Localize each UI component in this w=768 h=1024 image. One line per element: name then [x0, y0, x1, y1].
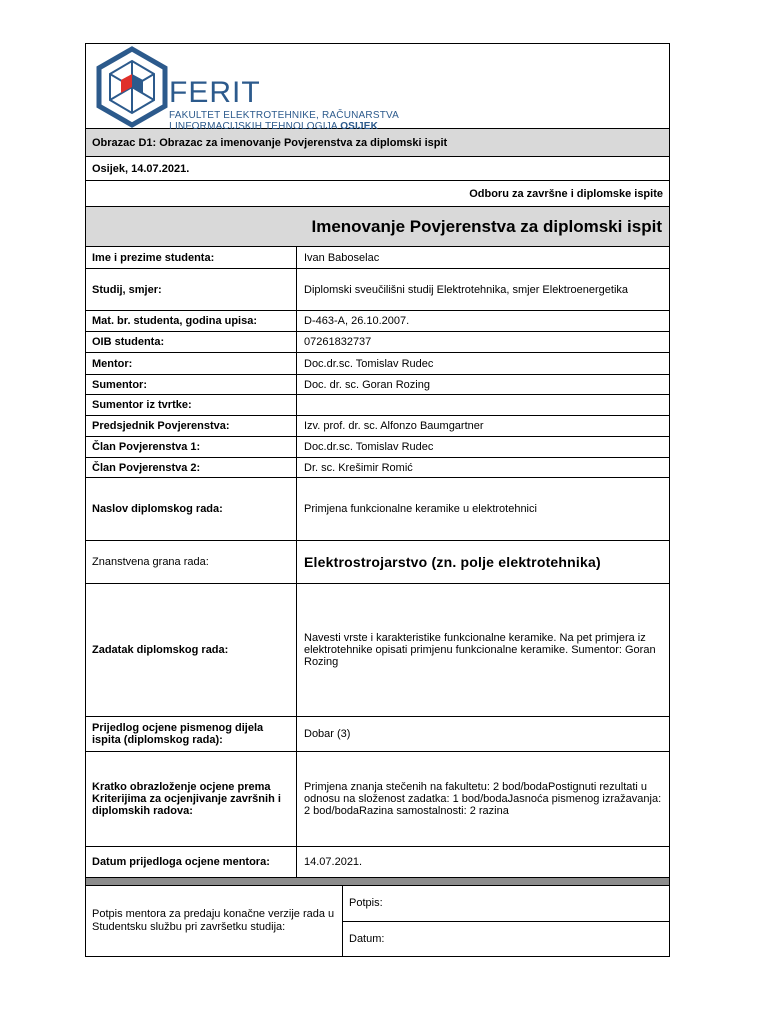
table-row [86, 375, 669, 395]
table-row [86, 353, 669, 375]
row-label: Zadatak diplomskog rada: [86, 584, 297, 716]
faculty-name [169, 110, 399, 132]
table-row [86, 847, 669, 878]
row-value: Izv. prof. dr. sc. Alfonzo Baumgartner [304, 420, 484, 432]
row-label: Mentor: [86, 353, 297, 374]
signature-section [86, 886, 669, 956]
table-row [86, 752, 669, 847]
header-logo-area [86, 44, 669, 132]
row-label: OIB studenta: [86, 332, 297, 352]
row-label: Znanstvena grana rada: [86, 541, 297, 583]
imenovanje-form [85, 43, 670, 957]
row-label: Studij, smjer: [86, 269, 297, 310]
row-label: Član Povjerenstva 2: [86, 458, 297, 477]
row-value: Doc.dr.sc. Tomislav Rudec [304, 441, 434, 453]
faculty-city: OSIJEK [340, 121, 379, 132]
date-field[interactable]: Datum: [349, 932, 385, 945]
faculty-line-1: FAKULTET ELEKTROTEHNIKE, RAČUNARSTVA [169, 110, 400, 121]
ferit-logo-icon [92, 46, 172, 128]
row-value: 14.07.2021. [304, 856, 363, 868]
row-label: Član Povjerenstva 1: [86, 437, 297, 457]
table-row [86, 247, 669, 269]
row-value: Doc. dr. sc. Goran Rozing [304, 378, 430, 391]
row-value: Primjena znanja stečenih na fakultetu: 2 bod/bodaPostignuti rezultati u odnosu na složenost zadatka: 1 bod/bodaJasnoća pismenog izražavanja: 2 bod/bodaRazina samostalnosti: 2 razina [304, 781, 662, 817]
row-label: Kratko obrazloženje ocjene prema Kriterijima za ocjenjivanje završnih i diplomskih radova: [86, 752, 297, 846]
table-row [86, 584, 669, 717]
page-title: Imenovanje Povjerenstva za diplomski ispit [86, 207, 669, 247]
row-value [297, 395, 669, 415]
row-label: Mat. br. studenta, godina upisa: [86, 311, 297, 331]
row-value: Dr. sc. Krešimir Romić [304, 461, 413, 474]
faculty-line-2-text: I INFORMACIJSKIH TEHNOLOGIJA [169, 121, 338, 132]
row-value: 07261832737 [304, 336, 372, 348]
row-label: Prijedlog ocjene pismenog dijela ispita (diplomskog rada): [86, 717, 297, 751]
row-value: Navesti vrste i karakteristike funkcionalne keramike. Na pet primjera iz elektrotehnike opisati primjenu funkcionalne keramike. Sumentor: Goran Rozing [304, 632, 656, 668]
table-row [86, 541, 669, 584]
row-value: Elektrostrojarstvo (zn. polje elektrotehnika) [304, 554, 601, 570]
signature-label: Potpis mentora za predaju konačne verzije rada u Studentsku službu pri završetku studija: [86, 886, 343, 956]
row-value: Dobar (3) [304, 728, 351, 740]
row-value: Doc.dr.sc. Tomislav Rudec [304, 357, 434, 370]
signature-field[interactable]: Potpis: [343, 886, 669, 922]
row-value: Primjena funkcionalne keramike u elektrotehnici [304, 503, 537, 515]
faculty-line-2 [169, 121, 399, 132]
section-divider [86, 878, 669, 886]
row-label: Ime i prezime studenta: [86, 247, 297, 268]
row-value: D-463-A, 26.10.2007. [304, 315, 410, 327]
row-label: Sumentor iz tvrtke: [86, 395, 297, 415]
row-value: Diplomski sveučilišni studij Elektrotehnika, smjer Elektroenergetika [304, 283, 629, 296]
place-date: Osijek, 14.07.2021. [86, 157, 669, 181]
row-value: Ivan Baboselac [304, 251, 380, 264]
table-row [86, 437, 669, 458]
row-label: Datum prijedloga ocjene mentora: [86, 847, 297, 877]
table-row [86, 269, 669, 311]
table-row [86, 332, 669, 353]
signature-fields [343, 886, 669, 956]
row-label: Naslov diplomskog rada: [86, 478, 297, 540]
row-label: Sumentor: [86, 375, 297, 394]
form-code: Obrazac D1: Obrazac za imenovanje Povjerenstva za diplomski ispit [86, 129, 669, 157]
table-row [86, 311, 669, 332]
table-row [86, 395, 669, 416]
row-label: Predsjednik Povjerenstva: [86, 416, 297, 436]
table-row [86, 717, 669, 752]
table-row [86, 458, 669, 478]
addressee: Odboru za završne i diplomske ispite [86, 181, 669, 207]
table-row [86, 416, 669, 437]
table-row [86, 478, 669, 541]
logo-name: FERIT [169, 76, 261, 109]
